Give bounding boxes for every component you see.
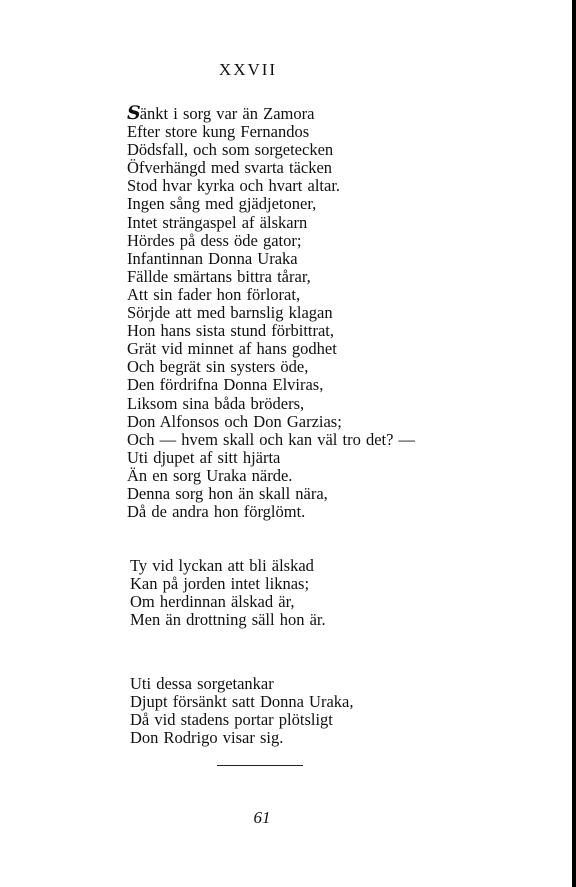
poem-line: Den fördrifna Donna Elviras, <box>127 375 324 395</box>
poem-line: Hördes på dess öde gator; <box>127 230 302 250</box>
section-divider <box>217 765 303 766</box>
poem-line: Än en sorg Uraka närde. <box>127 465 293 485</box>
stanza-2 <box>130 557 326 629</box>
poem-line: Infantinnan Donna Uraka <box>127 248 298 268</box>
poem-line: Dödsfall, och som sorgetecken <box>127 140 334 160</box>
poem-line: Djupt försänkt satt Donna Uraka, <box>130 692 354 712</box>
poem-line: Hon hans sista stund förbittrat, <box>127 321 335 341</box>
poem-line: Grät vid minnet af hans godhet <box>127 339 337 359</box>
poem-line: Om herdinnan älskad är, <box>130 592 295 612</box>
poem-line: Uti djupet af sitt hjärta <box>127 447 281 467</box>
first-line-text: änkt i sorg var än Zamora <box>139 104 315 123</box>
poem-line: Sörjde att med barnslig klagan <box>127 303 333 323</box>
poem-line: Uti dessa sorgetankar <box>130 674 274 693</box>
poem-line: Ty vid lyckan att bli älskad <box>130 556 314 575</box>
page-number: 61 <box>253 808 271 827</box>
poem-line: Ingen sång med gjädjetoner, <box>127 194 317 214</box>
poem-line <box>127 104 415 123</box>
page-edge-border <box>572 0 576 887</box>
poem-line: Öfverhängd med svarta täcken <box>127 158 333 178</box>
poem-line: Men än drottning säll hon är. <box>130 610 326 630</box>
stanza-3 <box>130 675 354 747</box>
poem-line: Don Alfonsos och Don Garzias; <box>127 411 342 431</box>
poem-line: Och — hvem skall och kan väl tro det? — <box>127 429 416 449</box>
poem-line: Stod hvar kyrka och hvart altar. <box>127 176 341 196</box>
poem-line: Och begrät sin systers öde, <box>127 357 309 377</box>
poem-line: Fällde smärtans bittra tårar, <box>127 266 311 286</box>
poem-line: Efter store kung Fernandos <box>127 122 310 142</box>
chapter-title: XXVII <box>218 60 278 79</box>
poem-line: Då de andra hon förglömt. <box>127 502 306 522</box>
decorative-initial: S <box>127 102 140 124</box>
poem-line: Liksom sina båda bröders, <box>127 393 305 413</box>
poem-line: Denna sorg hon än skall nära, <box>127 483 328 503</box>
poem-line: Att sin fader hon förlorat, <box>127 284 301 304</box>
poem-line: Intet strängaspel af älskarn <box>127 212 308 232</box>
poem-line: Don Rodrigo visar sig. <box>130 728 284 748</box>
poem-line: Kan på jorden intet liknas; <box>130 574 310 594</box>
poem-line: Då vid stadens portar plötsligt <box>130 710 333 730</box>
stanza-1 <box>127 104 415 521</box>
